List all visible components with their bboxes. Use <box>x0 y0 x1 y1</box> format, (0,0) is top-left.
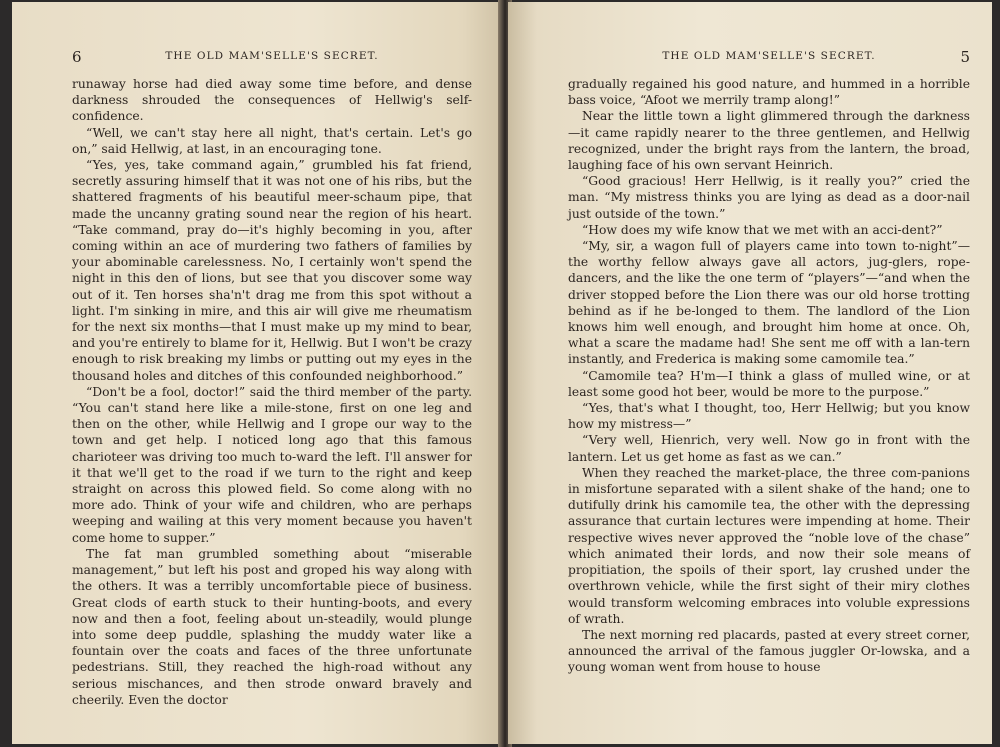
paragraph: Near the little town a light glimmered through the darkness—it came rapidly nearer to the three gentlemen, and Hellwig recognized, under the bright rays from the lantern, the broad, laughing face of his own servant Heinrich. <box>568 109 970 173</box>
paragraph: The fat man grumbled something about “miserable management,” but left his post and groped his way along with the others. It was a terribly uncomfortable piece of business. Great clods of earth stuck to their hunting-boots, and every now and then a foot, feeling about un-steadily, would plunge into some deep puddle, splashing the muddy water like a fountain over the coats and faces of the three unfortunate pedestrians. Still, they reached the high-road without any serious mischances, and then strode onward bravely and cheerily. Even the doctor <box>72 546 472 707</box>
paragraph: “Don't be a fool, doctor!” said the third member of the party. “You can't stand here like a mile-stone, first on one leg and then on the other, while Hellwig and I grope our way to the town and get help. I noticed long ago that this famous charioteer was driving too much to-ward the left. I'll answer for it that we'll get to the road if we turn to the right and keep straight on across this plowed field. So come along with no more ado. Think of your wife and children, who are perhaps weeping and wailing at this very moment because you haven't come home to supper.” <box>72 384 472 545</box>
paragraph: “Very well, Hienrich, very well. Now go in front with the lantern. Let us get home as fast as we can.” <box>568 433 970 464</box>
left-header-title: THE OLD MAM'SELLE'S SECRET. <box>165 50 379 62</box>
left-page <box>12 2 502 744</box>
right-running-head <box>568 50 970 70</box>
paragraph: “Camomile tea? H'm—I think a glass of mulled wine, or at least some good hot beer, would be more to the purpose.” <box>568 368 970 399</box>
right-page-text <box>568 76 970 676</box>
paragraph: “My, sir, a wagon full of players came into town to-night”—the worthy fellow always gave all actors, jug-glers, rope-dancers, and the like the one term of “players”—“and when the driver stopped before the Lion there was our old horse trotting behind as if he be-longed to them. The landlord of the Lion knows him well enough, and brought him home at once. Oh, what a scare the madame had! She sent me off with a lan-tern instantly, and Frederica is making some camomile tea.” <box>568 239 970 367</box>
paragraph: When they reached the market-place, the three com-panions in misfortune separated with a silent shake of the hand; one to dutifully drink his camomile tea, the other with the depressing assurance that curtain lectures were impending at home. Their respective wives never approved the “noble love of the chase” which animated their lords, and now their sole means of propitiation, the spoils of their sport, lay crushed under the overthrown vehicle, while the first sight of their miry clothes would transform welcoming embraces into voluble expressions of wrath. <box>568 465 970 626</box>
paragraph: “Yes, yes, take command again,” grumbled his fat friend, secretly assuring himself that it was not one of his ribs, but the shattered fragments of his beautiful meer-schaum pipe, that made the uncanny grating sound near the region of his heart. “Take command, pray do—it's highly becoming in you, after coming within an ace of murdering two fathers of families by your abominable carelessness. No, I certainly won't spend the night in this den of lions, but see that you discover some way out of it. Ten horses sha'n't drag me from this spot without a light. I'm sinking in mire, and this air will give me rheumatism for the next six months—that I must make up my mind to bear, and you're entirely to blame for it, Hellwig. But I won't be crazy enough to risk breaking my limbs or putting out my eyes in the thousand holes and ditches of this confounded neighborhood.” <box>72 158 472 383</box>
paragraph: The next morning red placards, pasted at every street corner, announced the arrival of the famous juggler Or-lowska, and a young woman went from house to house <box>568 627 970 675</box>
paragraph: “Well, we can't stay here all night, that's certain. Let's go on,” said Hellwig, at last, in an encouraging tone. <box>72 125 472 156</box>
left-running-head <box>72 50 472 70</box>
paragraph: “Good gracious! Herr Hellwig, is it really you?” cried the man. “My mistress thinks you are lying as dead as a door-nail just outside of the town.” <box>568 174 970 221</box>
paragraph: “Yes, that's what I thought, too, Herr Hellwig; but you know how my mistress—” <box>568 401 970 432</box>
paragraph: “How does my wife know that we met with an acci-dent?” <box>582 222 943 237</box>
right-header-title: THE OLD MAM'SELLE'S SECRET. <box>662 50 876 62</box>
paragraph: gradually regained his good nature, and hummed in a horrible bass voice, “Afoot we merrily tramp along!” <box>568 77 970 108</box>
paragraph: runaway horse had died away some time before, and dense darkness shrouded the consequences of Hellwig's self-confidence. <box>72 77 472 124</box>
left-page-number: 6 <box>72 48 82 66</box>
right-page <box>508 2 992 744</box>
right-page-number: 5 <box>960 48 970 66</box>
left-page-text <box>72 76 472 708</box>
